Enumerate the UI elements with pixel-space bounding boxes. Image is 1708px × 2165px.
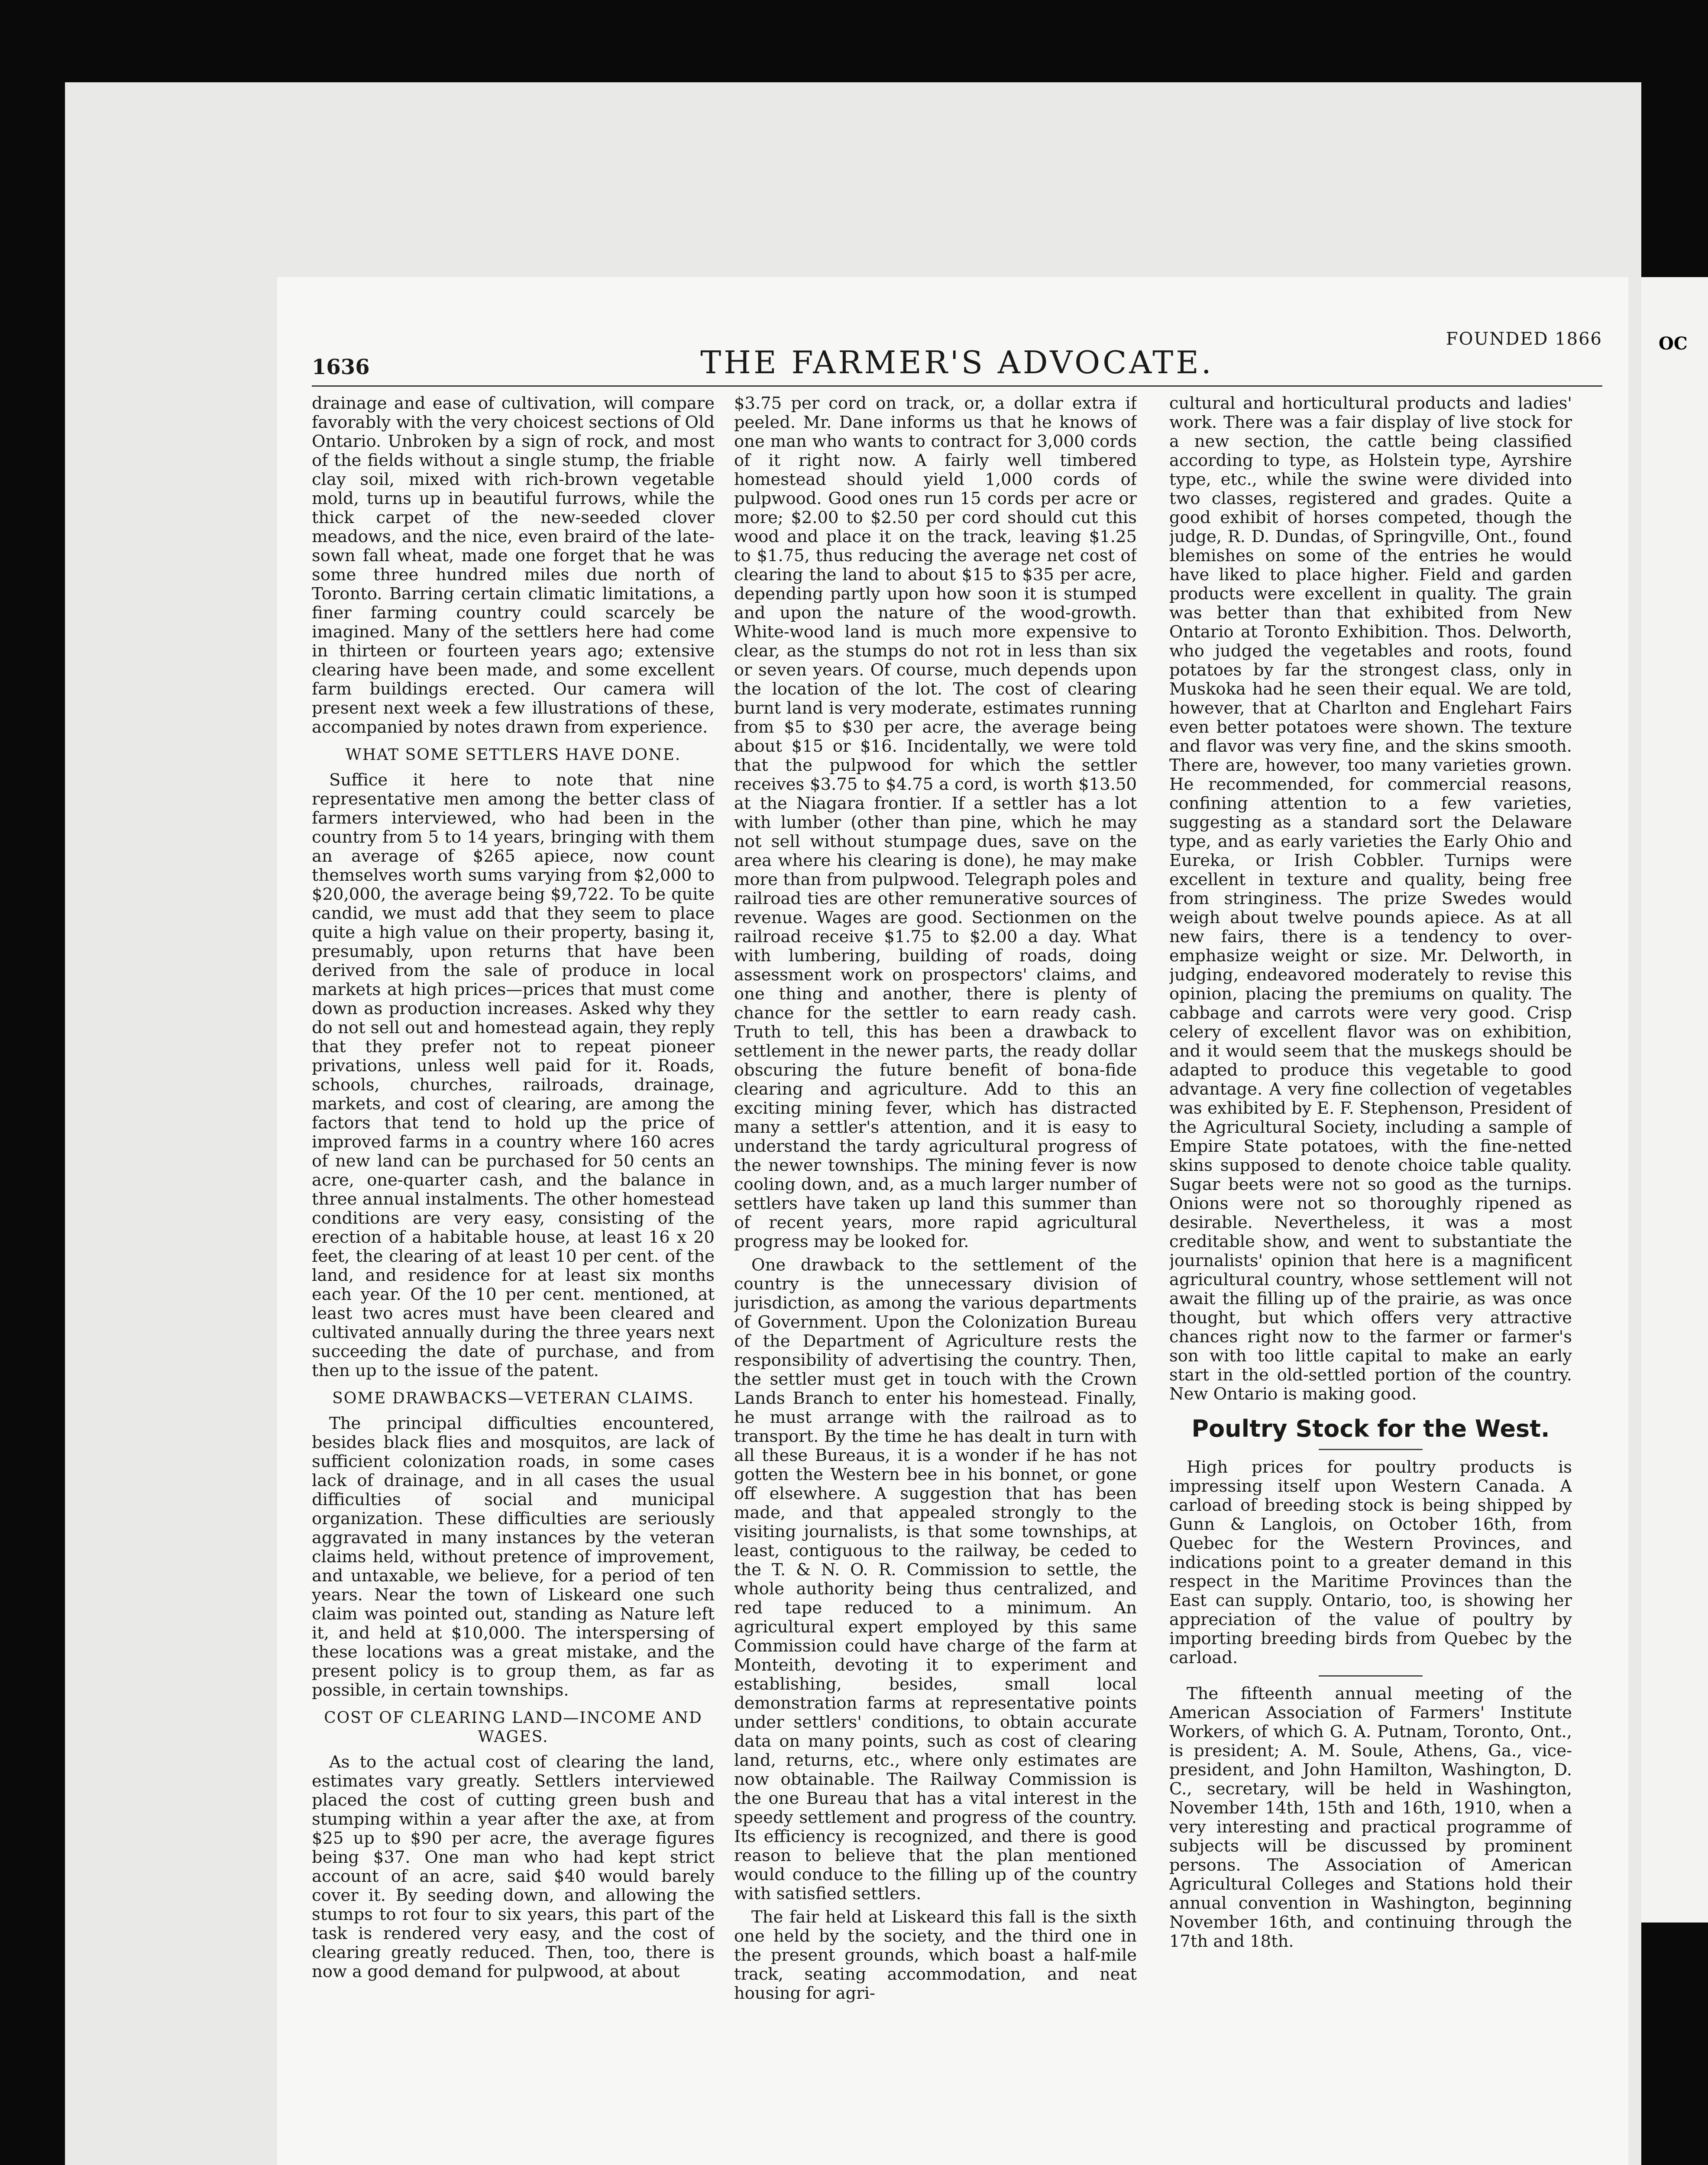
paragraph: The fifteenth annual meeting of the American Association of Farmers' Institute Workers, of which G. A. Putnam, Toronto, Ont., is president; A. M. Soule, Athens, Ga., vice-president, and John Hamilton, Washington, D. C., secretary, will be held in Washington, November 14th, 15th and 16th, 1910, when a very interesting and practical programme of subjects will be discussed by prominent persons. The Association of American Agricultural Colleges and Stations hold their annual convention in Washington, beginning November 16th, and continuing through the 17th and 18th. — [1169, 1684, 1572, 1951]
adjacent-page-edge — [1641, 277, 1708, 1923]
divider — [1319, 1675, 1423, 1677]
section-heading: WHAT SOME SETTLERS HAVE DONE. — [345, 746, 681, 764]
paragraph: drainage and ease of cultivation, will compare favorably with the very choicest sections of Old Ontario. Unbroken by a sign of rock, and most of the fields without a single stump, the friable clay soil, mixed with rich-brown vegetable mold, turns up in beautiful furrows, while the thick carpet of the new-seeded clover meadows, and the nice, even braird of the late-sown fall wheat, made one forget that he was some three hundred miles due north of Toronto. Barring certain climatic limitations, a finer farming country could scarcely be imagined. Many of the settlers here had come in thirteen or fourteen years ago; extensive clearing have been made, and some excellent farm buildings erected. Our camera will present next week a few illustrations of these, accompanied by notes drawn from experience. — [312, 394, 715, 737]
adjacent-page-text: OC — [1659, 333, 1688, 354]
article-title: Poultry Stock for the West. — [1191, 1415, 1550, 1442]
paragraph: One drawback to the settlement of the country is the unnecessary division of jurisdiction, as among the various departments of Government. Upon the Colonization Bureau of the Department of Agriculture rests the responsibility of advertising the country. Then, the settler must get in touch with the Crown Lands Branch to enter his homestead. Finally, he must arrange with the railroad as to transport. By the time he has dealt in turn with all these Bureaus, it is a wonder if he has not gotten the Western bee in his bonnet, or gone off elsewhere. A suggestion that has been made, and that appealed strongly to the visiting journalists, is that some townships, at least, contiguous to the railway, be ceded to the T. & N. O. R. Commission to settle, the whole authority being thus centralized, and red tape reduced to a minimum. An agricultural expert employed by this same Commission could have charge of the farm at Monteith, devoting it to experiment and establishing, besides, small local demonstration farms at representative points under settlers' conditions, to obtain accurate data on many points, such as cost of clearing land, returns, etc., where only estimates are now obtainable. The Railway Commission is the one Bureau that has a vital interest in the speedy settlement and progress of the country. Its efficiency is recognized, and there is good reason to believe that the plan mentioned would conduce to the filling up of the country with satisfied settlers. — [734, 1255, 1137, 1903]
article-column-1 — [312, 394, 715, 2148]
paragraph: The principal difficulties encountered, besides black flies and mosquitos, are lack of sufficient colonization roads, in some cases lack of drainage, and in all cases the usual difficulties of social and municipal organization. These difficulties are seriously aggravated in many instances by the veteran claims held, without pretence of improvement, and untaxable, we believe, for a period of ten years. Near the town of Liskeard one such claim was pointed out, standing as Nature left it, and held at $10,000. The interspersing of these locations was a great mistake, and the present policy is to group them, as far as possible, in certain townships. — [312, 1414, 715, 1700]
paragraph: cultural and horticultural products and ladies' work. There was a fair display of live stock for a new section, the cattle being classified according to type, as Holstein type, Ayrshire type, etc., while the swine were divided into two classes, registered and grades. Quite a good exhibit of horses competed, though the judge, R. D. Dundas, of Springville, Ont., found blemishes on some of the entries he would have liked to place higher. Field and garden products were excellent in quality. The grain was better than that exhibited from New Ontario at Toronto Exhibition. Thos. Delworth, who judged the vegetables and roots, found potatoes by far the strongest class, only in Muskoka had he seen their equal. We are told, however, that at Charlton and Englehart Fairs even better potatoes were shown. The texture and flavor was very fine, and the skins smooth. There are, however, too many varieties grown. He recommended, for commercial reasons, confining attention to a few varieties, suggesting as a standard sort the Delaware type, and as early varieties the Early Ohio and Eureka, or Irish Cobbler. Turnips were excellent in texture and quality, being free from stringiness. The prize Swedes would weigh about twelve pounds apiece. As at all new fairs, there is a tendency to over-emphasize weight or size. Mr. Delworth, in judging, endeavored moderately to revise this opinion, placing the premiums on quality. The cabbage and carrots were very good. Crisp celery of excellent flavor was on exhibition, and it would seem that the muskegs should be adapted to produce this vegetable to good advantage. A very fine collection of vegetables was exhibited by E. F. Stephenson, President of the Agricultural Society, including a sample of Empire State potatoes, with the fine-netted skins supposed to denote choice table quality. Sugar beets were not so good as the turnips. Onions were not so thoroughly ripened as desirable. Nevertheless, it was a most creditable show, and went to substantiate the journalists' opinion that here is a magnificent agricultural country, whose settlement will not await the filling up of the prairie, as was once thought, but which offers very attractive chances right now to the farmer or farmer's son with too little capital to make an early start in the old-settled portion of the country. New Ontario is making good. — [1169, 394, 1572, 1404]
divider — [1319, 1449, 1423, 1450]
paragraph: As to the actual cost of clearing the land, estimates vary greatly. Settlers interviewed placed the cost of cutting green bush and stumping within a year after the axe, at from $25 up to $90 per acre, the average figures being $37. One man who had kept strict account of an acre, said $40 would barely cover it. By seeding down, and allowing the stumps to rot four to six years, this part of the task is rendered very easy, and the cost of clearing greatly reduced. Then, too, there is now a good demand for pulpwood, at about — [312, 1752, 715, 1981]
section-heading: SOME DRAWBACKS—VETERAN CLAIMS. — [332, 1389, 694, 1407]
masthead: THE FARMER'S ADVOCATE. — [700, 344, 1214, 381]
newspaper-page — [277, 277, 1628, 2165]
paragraph: Suffice it here to note that nine representative men among the better class of farmers interviewed, who had been in the country from 5 to 14 years, bringing with them an average of $265 apiece, now count themselves worth sums varying from $2,000 to $20,000, the average being $9,722. To be quite candid, we must add that they seem to place quite a high value on their property, basing it, presumably, upon returns that have been derived from the sale of produce in local markets at high prices—prices that must come down as production increases. Asked why they do not sell out and homestead again, they reply that they prefer not to repeat pioneer privations, unless well paid for it. Roads, schools, churches, railroads, drainage, markets, and cost of clearing, are among the factors that tend to hold up the price of improved farms in a country where 160 acres of new land can be purchased for 50 cents an acre, one-quarter cash, and the balance in three annual instalments. The other homestead conditions are very easy, consisting of the erection of a habitable house, at least 16 x 20 feet, the clearing of at least 10 per cent. of the land, and residence for at least six months each year. Of the 10 per cent. mentioned, at least two acres must have been cleared and cultivated annually during the three years next succeeding the date of purchase, and from then up to the issue of the patent. — [312, 770, 715, 1380]
page-number: 1636 — [312, 355, 370, 379]
founded-note: FOUNDED 1866 — [1446, 329, 1602, 349]
page-header — [312, 325, 1602, 387]
paragraph: The fair held at Liskeard this fall is the sixth one held by the society, and the third one in the present grounds, which boast a half-mile track, seating accommodation, and neat housing for agri- — [734, 1907, 1137, 2003]
article-column-2 — [734, 394, 1137, 2148]
paragraph: $3.75 per cord on track, or, a dollar extra if peeled. Mr. Dane informs us that he knows of one man who wants to contract for 3,000 cords of it right now. A fairly well timbered homestead should yield 1,000 cords of pulpwood. Good ones run 15 cords per acre or more; $2.00 to $2.50 per cord should cut this wood and place it on the track, leaving $1.25 to $1.75, thus reducing the average net cost of clearing the land to about $15 to $35 per acre, depending partly upon how soon it is stumped and upon the nature of the wood-growth. White-wood land is much more expensive to clear, as the stumps do not rot in less than six or seven years. Of course, much depends upon the location of the lot. The cost of clearing burnt land is very moderate, estimates running from $5 to $30 per acre, the average being about $15 or $16. Incidentally, we were told that the pulpwood for which the settler receives $3.75 to $4.75 a cord, is worth $13.50 at the Niagara frontier. If a settler has a lot with lumber (other than pine, which he may not sell without stumpage dues, save on the area where his clearing is done), he may make more than from pulpwood. Telegraph poles and railroad ties are other remunerative sources of revenue. Wages are good. Sectionmen on the railroad receive $1.75 to $2.00 a day. What with lumbering, building of roads, doing assessment work on prospectors' claims, and one thing and another, there is plenty of chance for the settler to earn ready cash. Truth to tell, this has been a drawback to settlement in the newer parts, the ready dollar obscuring the future benefit of bona-fide clearing and agriculture. Add to this an exciting mining fever, which has distracted many a settler's attention, and it is easy to understand the tardy agricultural progress of the newer townships. The mining fever is now cooling down, and, as a much larger number of settlers have taken up land this summer than of recent years, more rapid agricultural progress may be looked for. — [734, 394, 1137, 1251]
section-heading: COST OF CLEARING LAND—INCOME AND WAGES. — [324, 1709, 702, 1746]
paragraph: High prices for poultry products is impressing itself upon Western Canada. A carload of breeding stock is being shipped by Gunn & Langlois, on October 16th, from Quebec for the Western Provinces, and indications point to a greater demand in this respect in the Maritime Provinces than the East can supply. Ontario, too, is showing her appreciation of the value of poultry by importing breeding birds from Quebec by the carload. — [1169, 1457, 1572, 1667]
article-column-3 — [1169, 394, 1572, 2148]
